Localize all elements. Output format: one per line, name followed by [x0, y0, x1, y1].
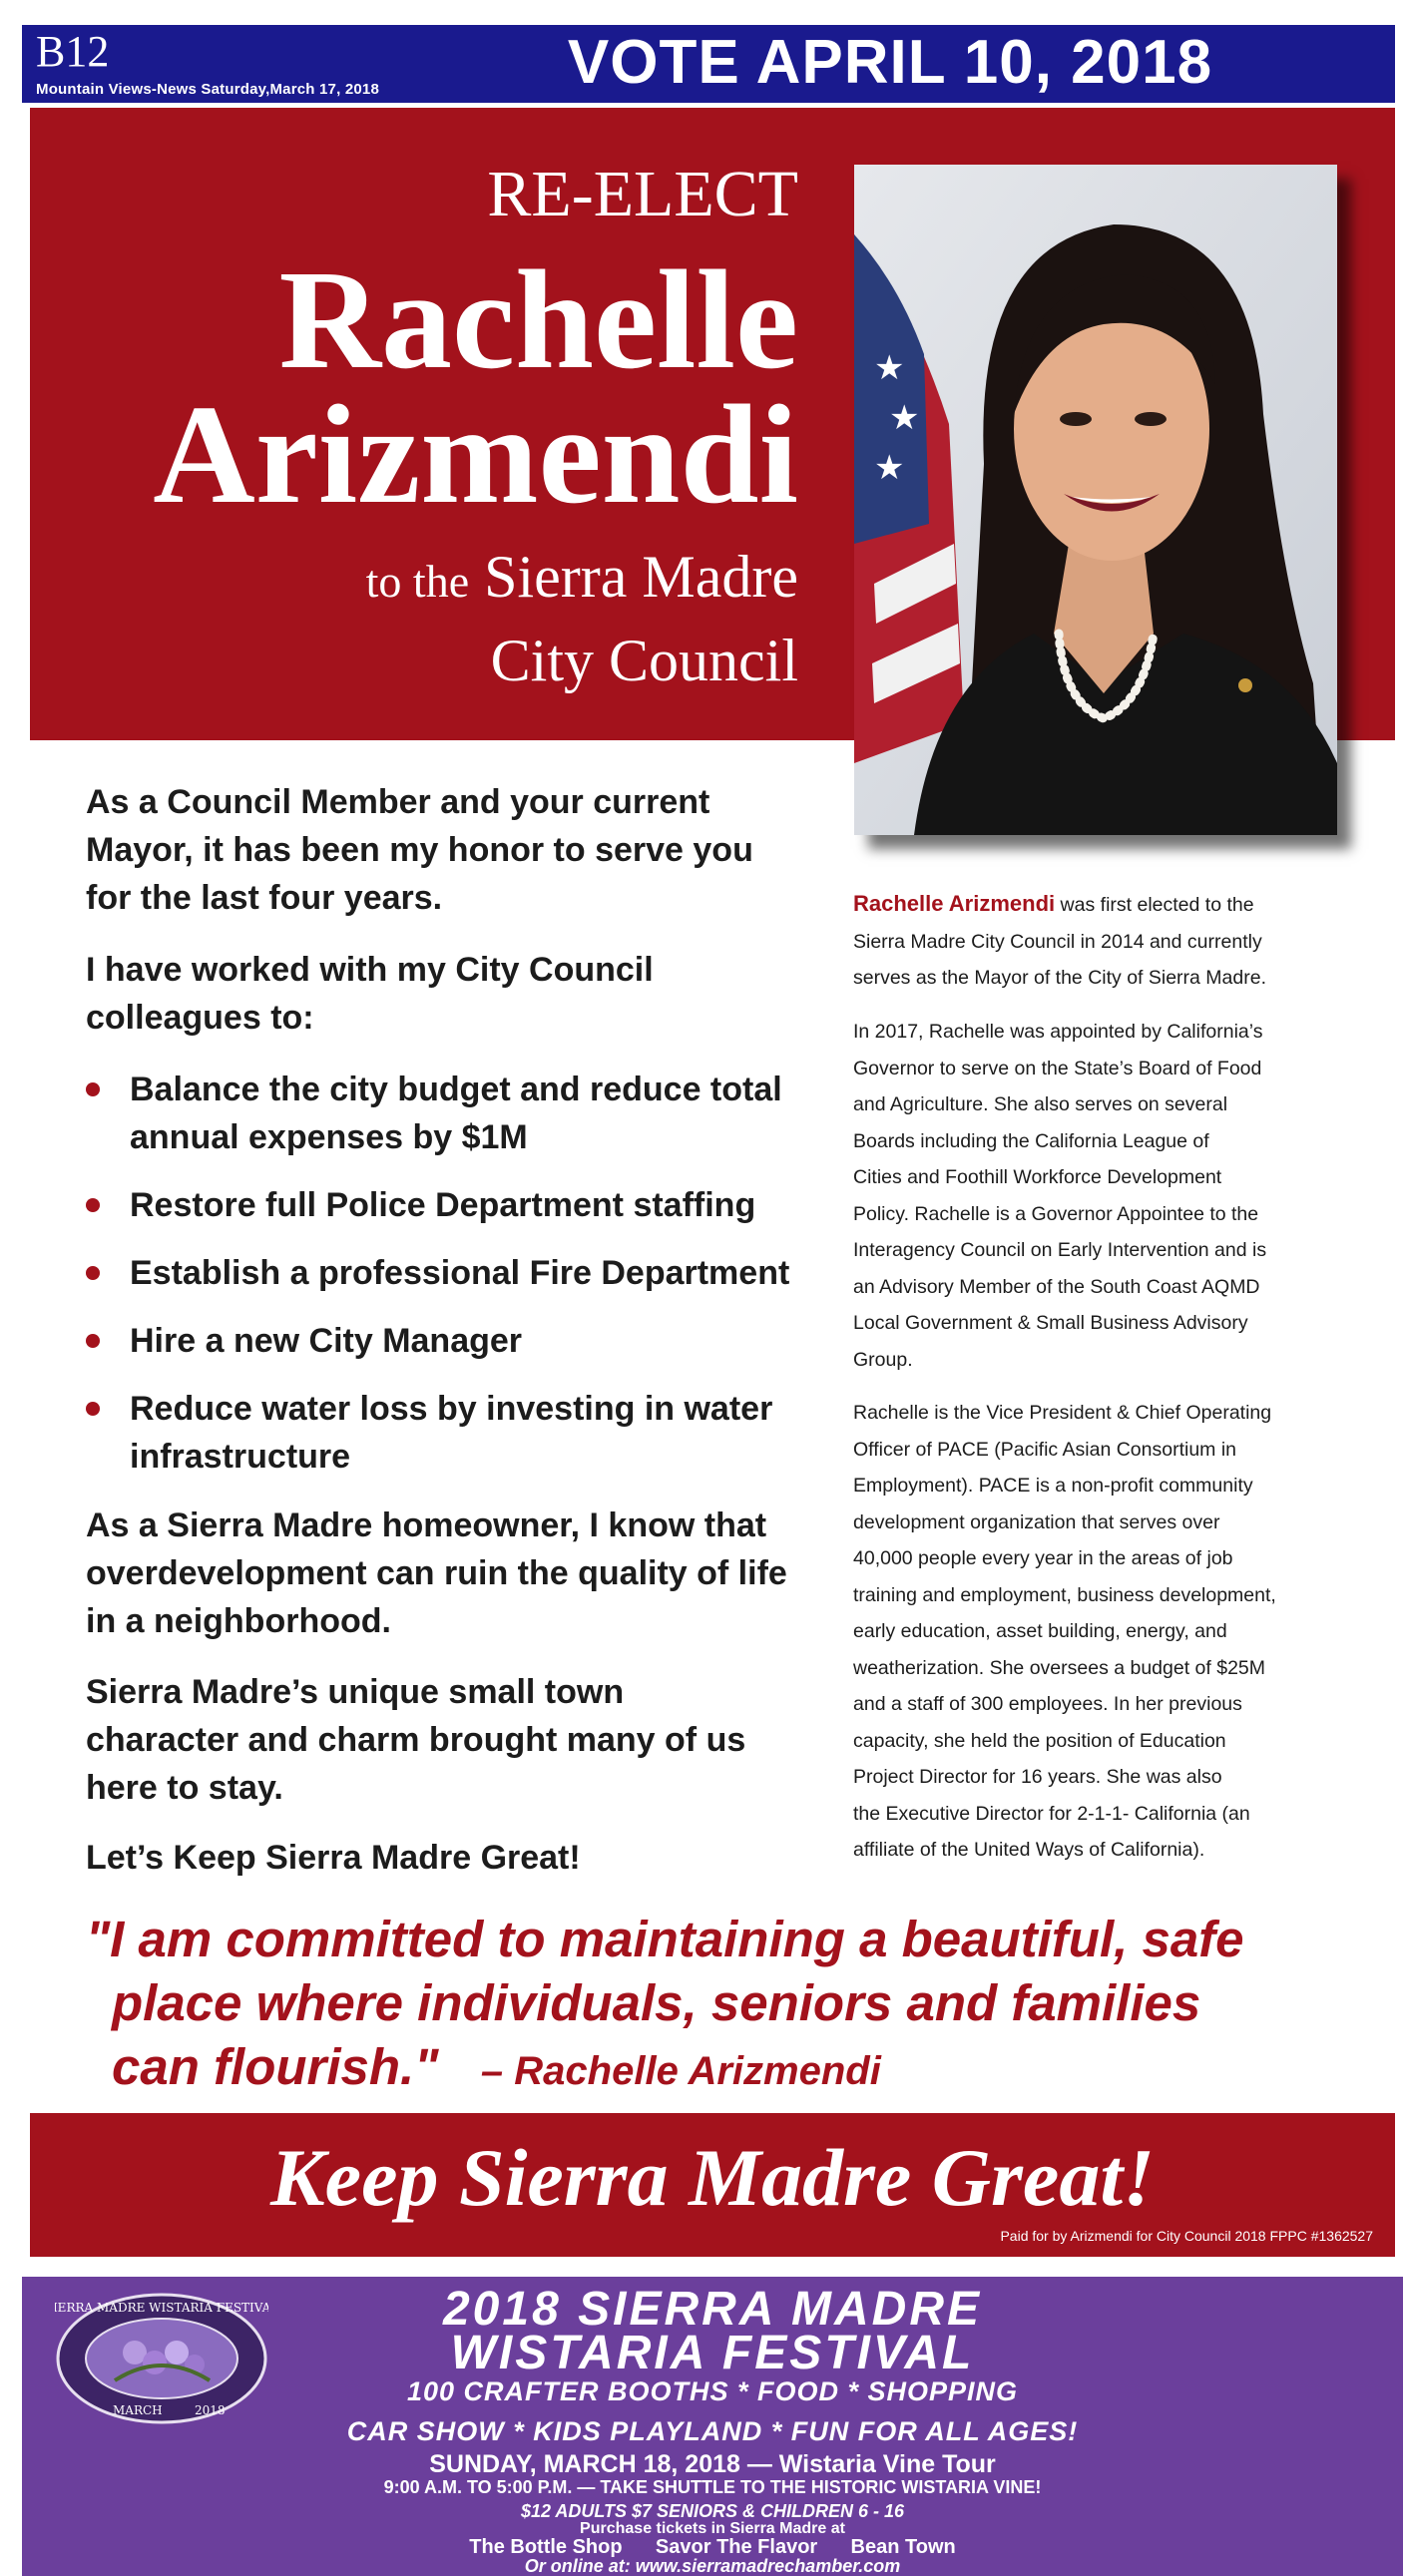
- accomplishment-text: Hire a new City Manager: [130, 1322, 523, 1360]
- festival-website-link[interactable]: Or online at: www.sierramadrechamber.com: [524, 2556, 901, 2576]
- city-name: Sierra Madre: [484, 544, 798, 610]
- office-line-1: [30, 542, 798, 617]
- accomplishment-text: Reduce water loss by investing in water: [130, 1390, 773, 1428]
- slogan-text: Keep Sierra Madre Great!: [269, 2132, 1156, 2223]
- bullet-icon: [86, 1082, 100, 1096]
- festival-features-2: CAR SHOW * KIDS PLAYLAND * FUN FOR ALL AGES!: [346, 2416, 1079, 2446]
- intro-line: for the last four years.: [86, 879, 443, 917]
- header-bar: [22, 25, 1395, 103]
- accomplishment-text: infrastructure: [130, 1438, 351, 1476]
- worked-paragraph: [86, 946, 844, 1042]
- festival-date: SUNDAY, MARCH 18, 2018 — Wistaria Vine Tour: [429, 2450, 996, 2478]
- candidate-last-name: Arizmendi: [153, 375, 798, 533]
- page-number: B12: [36, 27, 110, 76]
- reelect-label: RE-ELECT: [487, 158, 798, 230]
- bullet-icon: [86, 1334, 100, 1348]
- logo-ring-text: SIERRA MADRE WISTARIA FESTIVAL: [55, 2301, 268, 2315]
- campaign-quote-line: "I am committed to maintaining a beautiful, safe: [86, 1911, 1244, 1967]
- vote-date-headline: VOTE APRIL 10, 2018: [567, 28, 1213, 97]
- festival-title-2: WISTARIA FESTIVAL: [450, 2327, 975, 2379]
- character-line: here to stay.: [86, 1769, 283, 1807]
- logo-month: MARCH: [113, 2403, 163, 2417]
- paid-for-disclaimer: Paid for by Arizmendi for City Council 2018 FPPC #1362527: [1000, 2228, 1373, 2244]
- accomplishment-text: Balance the city budget and reduce total: [130, 1071, 782, 1108]
- candidate-name-highlight: Rachelle Arizmendi: [853, 891, 1056, 916]
- svg-text:★: ★: [874, 348, 905, 388]
- intro-line: As a Council Member and your current: [86, 783, 710, 821]
- accomplishment-text: annual expenses by $1M: [130, 1118, 528, 1156]
- svg-text:★: ★: [889, 398, 920, 438]
- quote-attribution: – Rachelle Arizmendi: [480, 2049, 881, 2093]
- homeowner-line: As a Sierra Madre homeowner, I know that: [86, 1506, 767, 1544]
- worked-line: I have worked with my City Council: [86, 951, 654, 989]
- bio-paragraph-3: Rachelle is the Vice President & Chief Operating Officer of PACE (Pacific Asian Consortium in Employment). PACE is a non-profit community development organization that serves over 40,000 people every year in the areas of job training and employment, business development, early education, asset building, energy, and weatherization. She oversees a budget of $25M and a staff of 300 employees. In her previous capacity, she held the position of Education Project Director for 16 years. She was also the Executive Director for 2-1-1- California (an affiliate of the United Ways of California).: [853, 1402, 1276, 1861]
- festival-prices: $12 ADULTS $7 SENIORS & CHILDREN 6 - 16: [520, 2501, 905, 2521]
- bio-paragraph-2: In 2017, Rachelle was appointed by California’s Governor to serve on the State’s Board of Food and Agriculture. She also serves on several Boards including the California League of Cities and Foothill Workforce Development Policy. Rachelle is a Governor Appointee to the Interagency Council on Early Intervention and is an Advisory Member of the South Coast AQMD Local Government & Small Business Advisory Group.: [853, 1021, 1267, 1371]
- to-the-text: to the: [365, 556, 470, 607]
- office-line-2: City Council: [490, 628, 798, 693]
- worked-line: colleagues to:: [86, 999, 314, 1037]
- intro-paragraph: [86, 778, 844, 922]
- accomplishment-text: Restore full Police Department staffing: [130, 1186, 756, 1224]
- festival-features-1: 100 CRAFTER BOOTHS * FOOD * SHOPPING: [406, 2376, 1019, 2406]
- logo-year: 2018: [195, 2403, 226, 2417]
- character-line: character and charm brought many of us: [86, 1721, 746, 1759]
- closing-line: Let’s Keep Sierra Madre Great!: [86, 1839, 581, 1877]
- festival-title-1: 2018 SIERRA MADRE: [442, 2283, 983, 2336]
- festival-ticket-outlets: The Bottle Shop Savor The Flavor Bean Town: [469, 2536, 956, 2558]
- character-line: Sierra Madre’s unique small town: [86, 1673, 625, 1711]
- festival-tickets-intro: Purchase tickets in Sierra Madre at: [580, 2520, 845, 2537]
- festival-hours: 9:00 A.M. TO 5:00 P.M. — TAKE SHUTTLE TO THE HISTORIC WISTARIA VINE!: [383, 2477, 1042, 2497]
- svg-text:★: ★: [874, 448, 905, 488]
- campaign-quote-line: place where individuals, seniors and families: [112, 1974, 1201, 2031]
- bullet-icon: [86, 1266, 100, 1280]
- accomplishment-text: Establish a professional Fire Department: [130, 1254, 790, 1292]
- candidate-photo: [854, 165, 1337, 835]
- candidate-first-name: Rachelle: [278, 240, 798, 398]
- candidate-portrait-illustration: [854, 165, 1337, 835]
- homeowner-paragraph: [86, 1502, 844, 1645]
- bio-paragraph-1: Rachelle Arizmendi was first elected to the Sierra Madre City Council in 2014 and currently serves as the Mayor of the City of Sierra Madre.: [853, 891, 1266, 989]
- character-paragraph: [86, 1668, 844, 1812]
- intro-line: Mayor, it has been my honor to serve you: [86, 831, 753, 869]
- bullet-icon: [86, 1198, 100, 1212]
- homeowner-line: overdevelopment can ruin the quality of life: [86, 1554, 787, 1592]
- campaign-quote-line: can flourish." – Rachelle Arizmendi: [112, 2038, 881, 2095]
- homeowner-line: in a neighborhood.: [86, 1602, 391, 1640]
- masthead-date: Mountain Views-News Saturday,March 17, 2018: [36, 81, 379, 98]
- bullet-icon: [86, 1402, 100, 1416]
